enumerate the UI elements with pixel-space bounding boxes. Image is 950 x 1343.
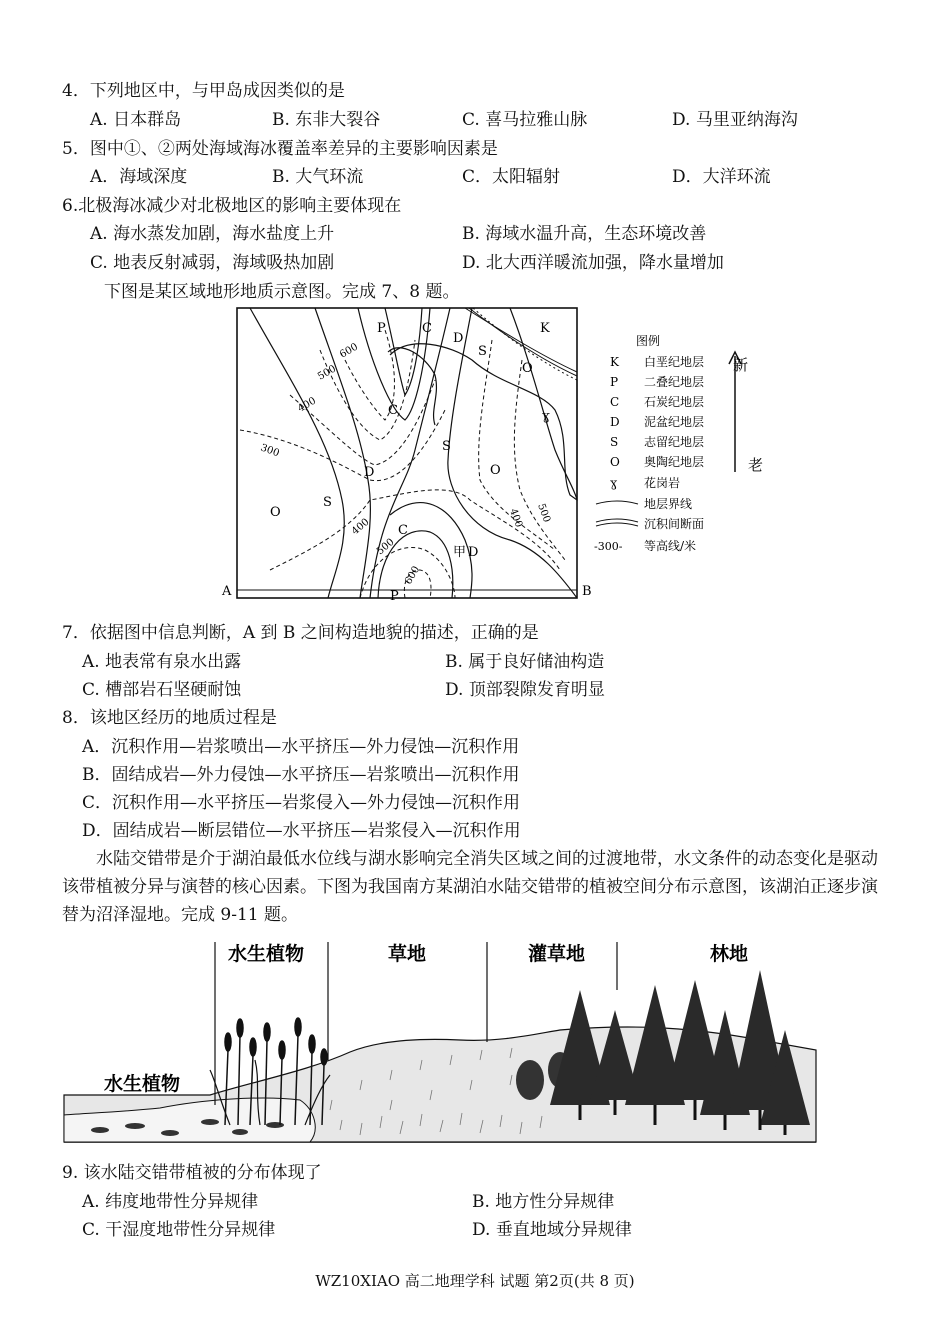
stratum-label: D	[468, 545, 479, 560]
q9-option-c: C. 干湿度地带性分异规律	[82, 1220, 276, 1240]
island-jia-label: 甲	[453, 545, 467, 560]
stratum-label: P	[377, 321, 386, 336]
intro-9-11: 水陆交错带是介于湖泊最低水位线与湖水影响完全消失区域之间的过渡地带，水文条件的动态变化是驱动该带植被分异与演替的核心因素。下图为我国南方某湖泊水陆交错带的植被空间分布示意图，该湖泊正逐步演替为沼泽湿地。完成 9-11 题。	[62, 849, 878, 925]
svg-text:-300-: -300-	[594, 540, 623, 553]
q6-stem: 6.北极海冰减少对北极地区的影响主要体现在	[62, 196, 402, 216]
svg-text:等高线/米: 等高线/米	[644, 539, 697, 553]
svg-text:C: C	[610, 395, 620, 409]
svg-text:O: O	[610, 455, 620, 469]
q8-stem: 8．该地区经历的地质过程是	[62, 708, 277, 728]
q5-option-b: B. 大气环流	[272, 167, 364, 187]
q5-option-c: C．太阳辐射	[462, 167, 561, 187]
point-a-label: A	[222, 584, 232, 599]
q7-option-c: C. 槽部岩石坚硬耐蚀	[82, 680, 242, 700]
stratum-label: C	[388, 403, 398, 418]
page-footer: WZ10XIAO 高二地理学科 试题 第2页(共 8 页)	[315, 1272, 635, 1290]
q5-option-d: D．大洋环流	[672, 167, 771, 187]
stratum-label: ɣ	[542, 409, 550, 424]
contour-label-600b: 600	[403, 564, 423, 587]
svg-text:P: P	[610, 375, 619, 389]
q5-option-a: A．海域深度	[90, 167, 188, 187]
q8-option-b: B．固结成岩—外力侵蚀—水平挤压—岩浆喷出—沉积作用	[82, 765, 520, 785]
contour-label-400c: 400	[507, 507, 525, 529]
q7-option-b: B. 属于良好储油构造	[445, 652, 605, 672]
svg-text:ɣ: ɣ	[610, 476, 618, 490]
q4-option-c: C. 喜马拉雅山脉	[462, 110, 588, 130]
point-b-label: B	[582, 584, 592, 599]
svg-text:泥盆纪地层: 泥盆纪地层	[644, 415, 705, 429]
svg-text:二叠纪地层: 二叠纪地层	[644, 375, 705, 389]
svg-text:沉积间断面: 沉积间断面	[644, 517, 705, 531]
stratum-label: O	[490, 463, 501, 478]
left-aquatic-label: 水生植物	[104, 1073, 181, 1095]
svg-text:奥陶纪地层: 奥陶纪地层	[644, 455, 705, 469]
svg-text:白垩纪地层: 白垩纪地层	[644, 355, 705, 369]
q8-option-d: D．固结成岩—断层错位—水平挤压—岩浆侵入—沉积作用	[82, 821, 521, 841]
q6-option-b: B. 海域水温升高，生态环境改善	[462, 224, 707, 244]
contour-label-500c: 500	[535, 502, 553, 524]
svg-text:志留纪地层: 志留纪地层	[644, 435, 705, 449]
q7-option-d: D. 顶部裂隙发育明显	[445, 680, 605, 700]
contour-value-labels	[259, 342, 552, 587]
stratum-label: S	[478, 344, 487, 359]
contour-label-400b: 400	[349, 516, 372, 538]
q7-option-a: A. 地表常有泉水出露	[82, 652, 242, 672]
q6-option-a: A. 海水蒸发加剧，海水盐度上升	[90, 224, 335, 244]
stratum-label: D	[364, 465, 375, 480]
map-frame	[237, 308, 577, 598]
q4-option-d: D. 马里亚纳海沟	[672, 110, 798, 130]
q8-option-a: A．沉积作用—岩浆喷出—水平挤压—外力侵蚀—沉积作用	[82, 737, 520, 757]
q5-stem: 5．图中①、②两处海域海冰覆盖率差异的主要影响因素是	[62, 139, 498, 159]
q6-option-d: D. 北大西洋暖流加强，降水量增加	[462, 253, 724, 273]
legend-unconformity-symbol	[596, 519, 638, 526]
stratum-label: P	[390, 589, 399, 604]
zone-label-aquatic: 水生植物	[228, 943, 305, 965]
old-label: 老	[748, 456, 764, 474]
q4-stem: 4．下列地区中，与甲岛成因类似的是	[62, 81, 345, 101]
zone-label-woodland: 林地	[710, 943, 749, 965]
q7-stem: 7．依据图中信息判断，A 到 B 之间构造地貌的描述，正确的是	[62, 623, 539, 643]
stratum-label: S	[442, 439, 451, 454]
contour-label-400: 400	[296, 395, 319, 415]
svg-text:K: K	[610, 355, 619, 369]
stratum-label: K	[540, 321, 550, 336]
stratum-label: S	[323, 495, 332, 510]
legend-title: 图例	[636, 334, 661, 348]
stratum-label: C	[422, 321, 432, 336]
new-label: 新	[732, 356, 748, 374]
q9-option-b: B. 地方性分异规律	[472, 1192, 615, 1212]
conifer-trees	[550, 970, 810, 1125]
contour-label-300: 300	[258, 442, 281, 460]
q4-option-a: A. 日本群岛	[90, 110, 182, 130]
q6-option-c: C. 地表反射减弱，海域吸热加剧	[90, 253, 335, 273]
vegetation-zone-figure	[60, 930, 820, 1145]
stratum-label: O	[522, 361, 533, 376]
svg-text:S: S	[610, 435, 619, 449]
q9-stem: 9. 该水陆交错带植被的分布体现了	[62, 1163, 322, 1183]
stratum-label: C	[398, 523, 408, 538]
stratum-label: D	[453, 331, 464, 346]
svg-text:D: D	[610, 415, 620, 429]
contour-label-500: 500	[316, 363, 339, 383]
geology-map-figure	[210, 300, 764, 610]
q9-option-a: A. 纬度地带性分异规律	[82, 1192, 259, 1212]
contour-lines	[240, 330, 565, 598]
contour-label-500b: 500	[374, 536, 397, 558]
legend-boundary-symbol	[596, 501, 638, 504]
q8-option-c: C．沉积作用—水平挤压—岩浆侵入—外力侵蚀—沉积作用	[82, 793, 521, 813]
svg-text:花岗岩: 花岗岩	[644, 476, 681, 490]
svg-text:石炭纪地层: 石炭纪地层	[644, 395, 705, 409]
stratum-label: O	[270, 505, 281, 520]
q4-option-b: B. 东非大裂谷	[272, 110, 381, 130]
contour-label-600: 600	[338, 341, 361, 361]
intro-7-8: 下图是某区域地形地质示意图。完成 7、8 题。	[104, 282, 460, 302]
q9-option-d: D. 垂直地域分异规律	[472, 1220, 632, 1240]
svg-text:地层界线: 地层界线	[644, 497, 693, 511]
map-legend	[594, 333, 763, 553]
zone-label-grassland: 草地	[388, 943, 427, 965]
zone-label-shrub-grassland: 灌草地	[528, 943, 586, 965]
